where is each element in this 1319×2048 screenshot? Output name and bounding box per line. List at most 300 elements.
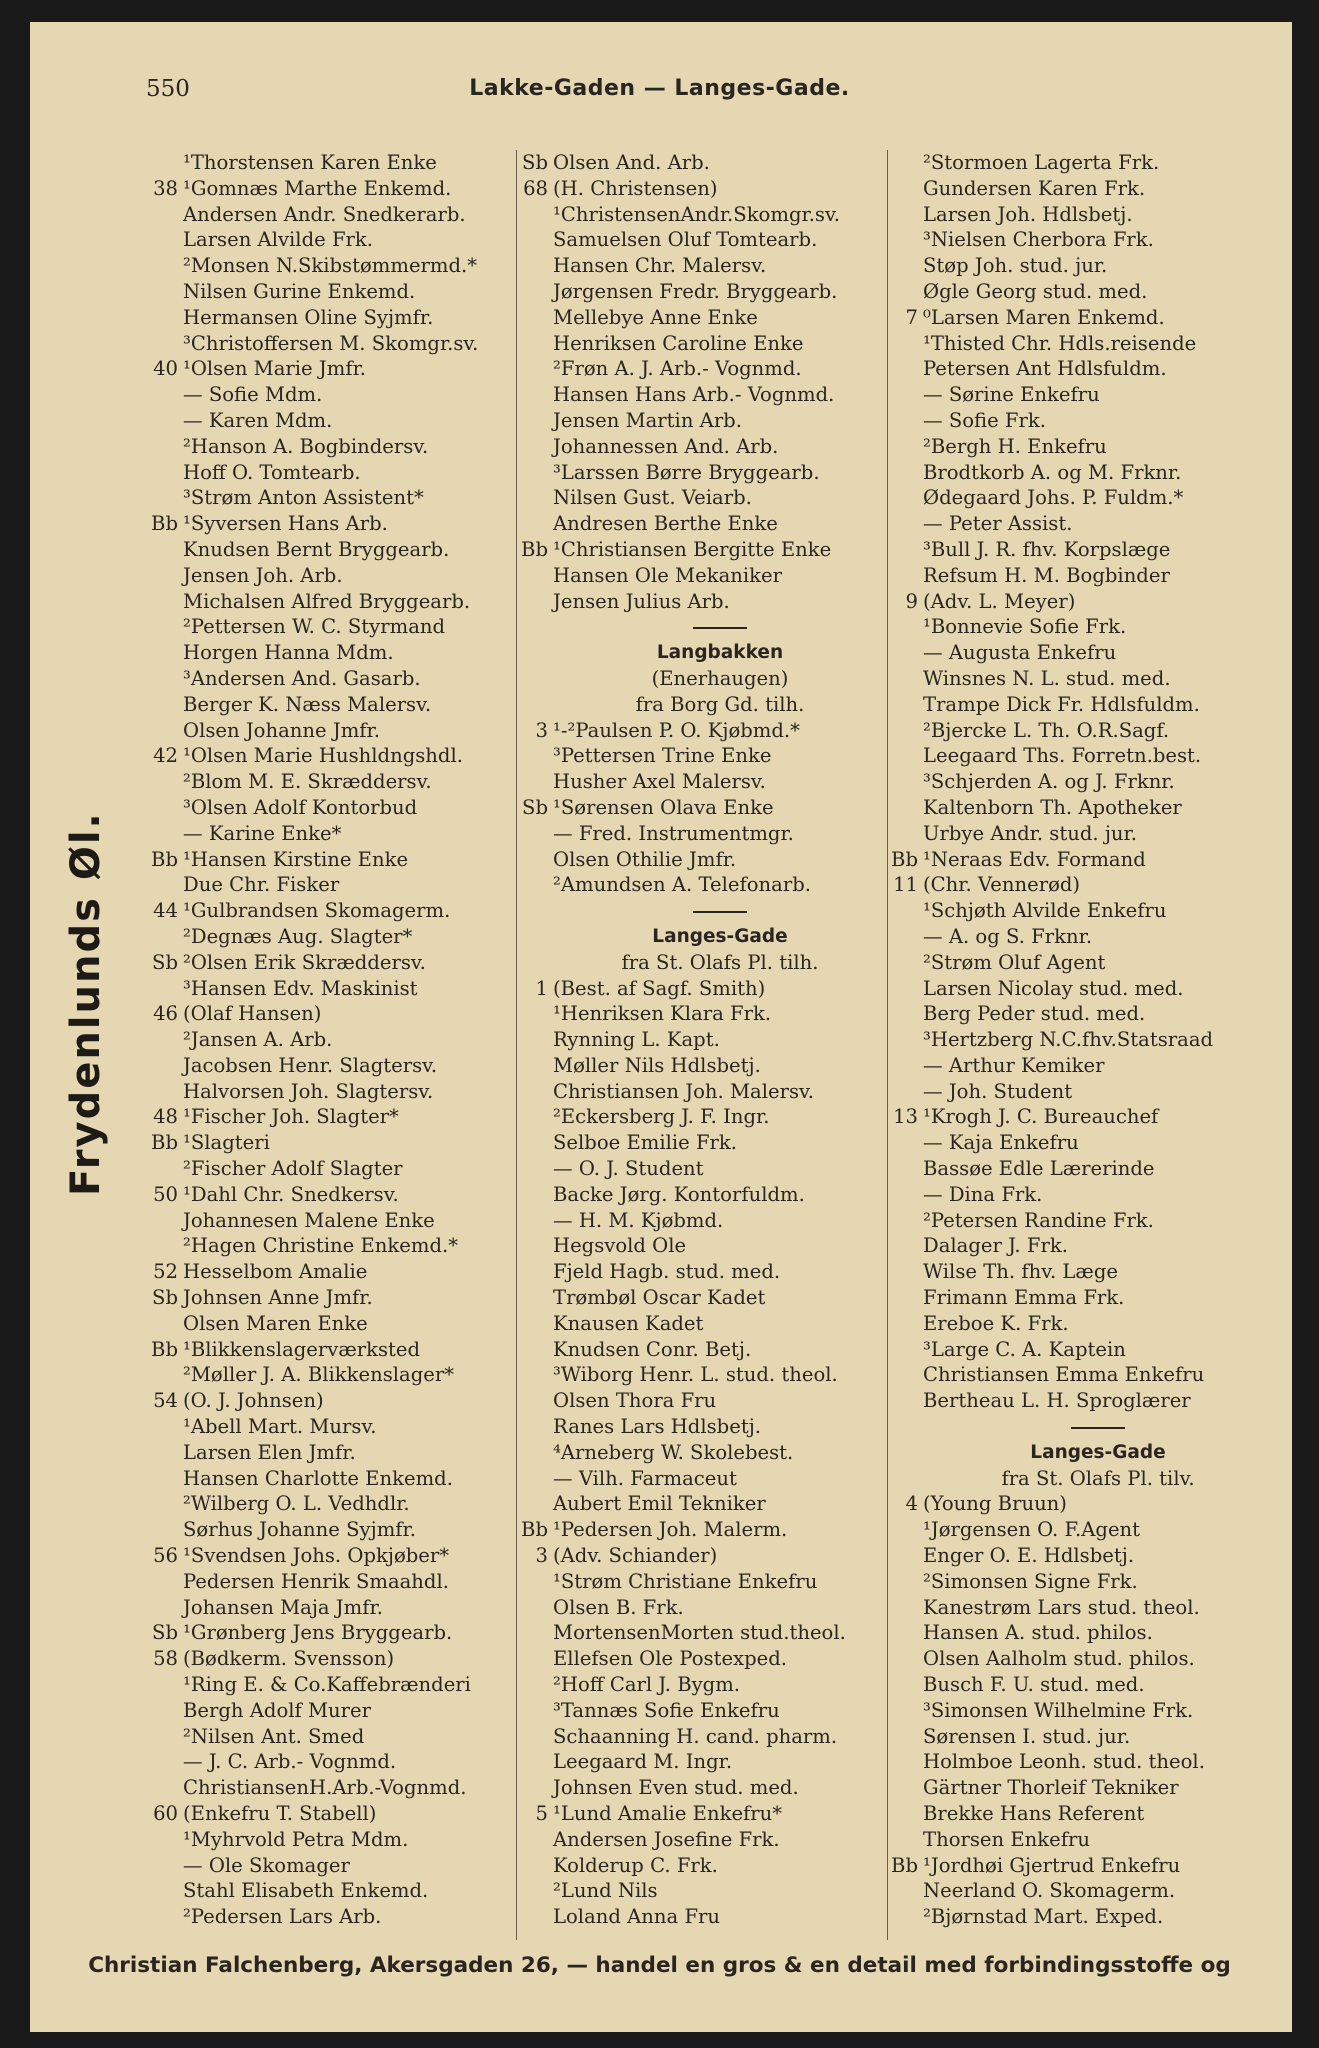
resident-text: ²Bergh H. Enkefru — [923, 434, 1107, 458]
resident-text: — J. C. Arb.- Vognmd. — [183, 1750, 397, 1774]
directory-entry — [140, 1156, 512, 1182]
resident-text: ³Pettersen Trine Enke — [553, 744, 772, 768]
house-number — [880, 950, 923, 976]
resident-text: Husher Axel Malersv. — [553, 770, 766, 794]
directory-entry — [510, 305, 886, 331]
resident-text: Due Chr. Fisker — [183, 873, 340, 897]
directory-entry — [510, 485, 886, 511]
house-number: Bb — [521, 537, 548, 561]
resident-text: Olsen And. Arb. — [553, 151, 710, 174]
house-number — [510, 1440, 553, 1466]
house-number — [510, 1156, 553, 1182]
resident-text: Olsen Johanne Jmfr. — [183, 718, 380, 742]
resident-text: Johnsen Anne Jmfr. — [183, 1286, 373, 1310]
directory-entry — [880, 950, 1272, 976]
directory-entry — [880, 279, 1272, 305]
resident-text: ³Larssen Børre Bryggearb. — [553, 460, 820, 484]
resident-text: Brodtkorb A. og M. Frknr. — [923, 460, 1182, 484]
house-number: 3 — [535, 1544, 548, 1568]
directory-entry — [140, 408, 512, 434]
house-number — [140, 1311, 183, 1337]
resident-text: — H. M. Kjøbmd. — [553, 1208, 724, 1232]
resident-text: Jensen Martin Arb. — [553, 408, 742, 432]
column-left — [140, 150, 512, 1930]
house-number — [510, 872, 553, 898]
resident-text: ²Pedersen Lars Arb. — [183, 1905, 382, 1929]
house-number — [140, 434, 183, 460]
resident-text: Thorsen Enkefru — [923, 1827, 1090, 1851]
directory-entry — [880, 1853, 1272, 1879]
house-number — [880, 1543, 923, 1569]
house-number — [140, 1079, 183, 1105]
resident-text: Samuelsen Oluf Tomtearb. — [553, 228, 818, 252]
house-number — [880, 795, 923, 821]
directory-entry — [510, 460, 886, 486]
street-heading: Langbakken — [656, 642, 784, 664]
side-advertisement: Frydenlunds Øl. — [63, 811, 109, 1196]
resident-text: Trampe Dick Fr. Hdlsfuldm. — [923, 692, 1200, 716]
street-heading: Langes-Gade — [1030, 1441, 1166, 1463]
directory-entry — [140, 1646, 512, 1672]
house-number — [880, 1156, 923, 1182]
house-number — [140, 924, 183, 950]
directory-entry — [880, 1311, 1272, 1337]
house-number: 46 — [153, 1002, 178, 1026]
house-number — [140, 408, 183, 434]
directory-entry — [140, 1491, 512, 1517]
directory-entry — [140, 589, 512, 615]
resident-text: Christiansen Joh. Malersv. — [553, 1079, 814, 1103]
house-number: Bb — [151, 1337, 178, 1361]
resident-text: Aubert Emil Tekniker — [553, 1492, 766, 1516]
house-number — [510, 1001, 553, 1027]
directory-entry — [140, 1233, 512, 1259]
directory-entry — [510, 1517, 886, 1543]
resident-text: (H. Christensen) — [553, 176, 718, 200]
resident-text: Andersen Josefine Frk. — [553, 1827, 780, 1851]
directory-entry — [140, 511, 512, 537]
directory-entry — [880, 382, 1272, 408]
directory-entry — [510, 795, 886, 821]
house-number — [510, 1337, 553, 1363]
directory-entry — [880, 537, 1272, 563]
directory-entry — [510, 1388, 886, 1414]
resident-text: Hansen Chr. Malersv. — [553, 254, 767, 278]
house-number — [880, 1337, 923, 1363]
resident-text: Bertheau L. H. Sproglærer — [923, 1389, 1191, 1413]
resident-text: ²Degnæs Aug. Slagter* — [183, 924, 413, 948]
house-number — [140, 460, 183, 486]
directory-entry — [140, 1620, 512, 1646]
directory-entry — [510, 1079, 886, 1105]
house-number: Sb — [152, 1286, 178, 1310]
resident-text: ¹Christiansen Bergitte Enke — [553, 537, 832, 561]
resident-text: ¹Neraas Edv. Formand — [923, 847, 1146, 871]
directory-entry — [140, 1104, 512, 1130]
resident-text: ³Simonsen Wilhelmine Frk. — [923, 1698, 1194, 1722]
resident-text: Ødegaard Johs. P. Fuldm.* — [923, 486, 1184, 510]
directory-entry — [510, 1233, 886, 1259]
house-number: Sb — [152, 1621, 178, 1645]
house-number — [880, 1027, 923, 1053]
directory-entry — [510, 1775, 886, 1801]
house-number — [140, 1569, 183, 1595]
directory-entry — [880, 485, 1272, 511]
directory-entry — [510, 1285, 886, 1311]
resident-text: Schaanning H. cand. pharm. — [553, 1724, 838, 1748]
resident-text: ¹Blikkenslagerværksted — [183, 1337, 421, 1361]
directory-entry — [510, 1182, 886, 1208]
directory-entry — [510, 589, 886, 615]
house-number: 54 — [153, 1389, 178, 1413]
directory-entry — [140, 1130, 512, 1156]
directory-entry — [880, 1285, 1272, 1311]
house-number: Sb — [522, 151, 548, 174]
house-number — [510, 1698, 553, 1724]
house-number: 13 — [893, 1105, 918, 1129]
directory-entry — [510, 1698, 886, 1724]
house-number — [140, 640, 183, 666]
directory-entry — [510, 872, 886, 898]
directory-entry — [140, 485, 512, 511]
directory-entry — [510, 331, 886, 357]
resident-text: ²Monsen N.Skibstømmermd.* — [183, 254, 478, 278]
directory-entry — [140, 1904, 512, 1930]
resident-text: ¹Bonnevie Sofie Frk. — [923, 615, 1127, 639]
house-number: 58 — [153, 1647, 178, 1671]
directory-entry — [880, 666, 1272, 692]
house-number — [140, 279, 183, 305]
section-rule — [510, 898, 886, 924]
street-subheading: fra St. Olafs Pl. tilh. — [621, 950, 819, 974]
house-number — [140, 150, 183, 176]
house-number — [510, 460, 553, 486]
resident-text: MortensenMorten stud.theol. — [553, 1621, 846, 1645]
resident-text: Winsnes N. L. stud. med. — [923, 666, 1171, 690]
directory-entry — [510, 847, 886, 873]
house-number — [880, 1208, 923, 1234]
directory-entry — [140, 692, 512, 718]
resident-text: ¹Henriksen Klara Frk. — [553, 1002, 772, 1026]
resident-text: Christiansen Emma Enkefru — [923, 1363, 1205, 1387]
directory-entry — [510, 382, 886, 408]
directory-entry — [140, 1801, 512, 1827]
column-right — [880, 150, 1272, 1930]
resident-text: — Vilh. Farmaceut — [553, 1466, 737, 1490]
directory-entry — [510, 202, 886, 228]
directory-entry — [880, 1569, 1272, 1595]
directory-entry — [140, 1001, 512, 1027]
house-number — [880, 563, 923, 589]
resident-text: Johnsen Even stud. med. — [553, 1776, 799, 1800]
house-number — [140, 1749, 183, 1775]
resident-text: ²Lund Nils — [553, 1879, 658, 1903]
directory-entry — [880, 356, 1272, 382]
house-number — [140, 1053, 183, 1079]
resident-text: — Ole Skomager — [183, 1853, 350, 1877]
directory-entry — [880, 331, 1272, 357]
house-number — [140, 872, 183, 898]
resident-text: ²Fischer Adolf Slagter — [183, 1157, 403, 1181]
directory-entry — [510, 1853, 886, 1879]
house-number — [880, 1053, 923, 1079]
house-number — [880, 279, 923, 305]
house-number — [880, 460, 923, 486]
directory-entry — [880, 1595, 1272, 1621]
rule-line — [1071, 1427, 1125, 1429]
resident-text: Ereboe K. Frk. — [923, 1311, 1069, 1335]
house-number — [880, 1878, 923, 1904]
resident-text: Enger O. E. Hdlsbetj. — [923, 1544, 1135, 1568]
resident-text: ²Jansen A. Arb. — [183, 1028, 333, 1052]
house-number — [880, 1775, 923, 1801]
house-number — [880, 718, 923, 744]
directory-entry — [510, 1156, 886, 1182]
directory-entry — [140, 795, 512, 821]
directory-entry — [510, 253, 886, 279]
directory-entry — [880, 563, 1272, 589]
directory-entry — [880, 1233, 1272, 1259]
resident-text: ²Stormoen Lagerta Frk. — [923, 151, 1160, 174]
directory-entry — [140, 950, 512, 976]
directory-entry — [510, 279, 886, 305]
resident-text: Sørensen I. stud. jur. — [923, 1724, 1131, 1748]
directory-entry — [510, 176, 886, 202]
directory-entry — [140, 1414, 512, 1440]
directory-entry — [140, 614, 512, 640]
resident-text: ¹Pedersen Joh. Malerm. — [553, 1518, 788, 1542]
resident-text: Kanestrøm Lars stud. theol. — [923, 1595, 1200, 1619]
house-number — [140, 589, 183, 615]
resident-text: Knudsen Bernt Bryggearb. — [183, 537, 450, 561]
resident-text: Hansen Ole Mekaniker — [553, 563, 782, 587]
resident-text: ²Nilsen Ant. Smed — [183, 1724, 365, 1748]
resident-text: Knudsen Conr. Betj. — [553, 1337, 752, 1361]
resident-text: (Olaf Hansen) — [183, 1002, 322, 1026]
resident-text: ¹Fischer Joh. Slagter* — [183, 1105, 399, 1129]
resident-text: Michalsen Alfred Bryggearb. — [183, 589, 471, 613]
resident-text: ¹Gulbrandsen Skomagerm. — [183, 899, 451, 923]
house-number — [880, 1620, 923, 1646]
directory-entry — [140, 1775, 512, 1801]
resident-text: Larsen Elen Jmfr. — [183, 1440, 356, 1464]
house-number — [510, 1595, 553, 1621]
house-number — [880, 1672, 923, 1698]
house-number: 5 — [535, 1802, 548, 1825]
house-number — [880, 1698, 923, 1724]
directory-entry — [880, 1130, 1272, 1156]
house-number: Bb — [151, 847, 178, 871]
resident-text: ¹Svendsen Johs. Opkjøber* — [183, 1544, 450, 1568]
directory-entry — [140, 1053, 512, 1079]
resident-text: ¹Myhrvold Petra Mdm. — [183, 1827, 409, 1851]
house-number — [510, 1491, 553, 1517]
house-number — [510, 1466, 553, 1492]
directory-entry — [880, 1904, 1272, 1930]
house-number: 3 — [535, 718, 548, 742]
directory-entry — [510, 1878, 886, 1904]
directory-entry — [140, 1337, 512, 1363]
directory-entry — [510, 511, 886, 537]
directory-entry — [510, 1543, 886, 1569]
directory-entry — [880, 1801, 1272, 1827]
directory-entry — [880, 408, 1272, 434]
resident-text: Olsen B. Frk. — [553, 1595, 684, 1619]
directory-entry — [140, 176, 512, 202]
house-number — [140, 666, 183, 692]
house-number — [140, 1672, 183, 1698]
house-number — [140, 1775, 183, 1801]
directory-entry — [510, 1337, 886, 1363]
resident-text: Gundersen Karen Frk. — [923, 176, 1146, 200]
directory-entry — [510, 976, 886, 1002]
house-number: 4 — [905, 1492, 918, 1516]
resident-text: Jacobsen Henr. Slagtersv. — [183, 1053, 438, 1077]
directory-entry — [140, 640, 512, 666]
resident-text: Øgle Georg stud. med. — [923, 279, 1148, 303]
directory-entry — [140, 743, 512, 769]
directory-entry — [880, 589, 1272, 615]
directory-entry — [140, 666, 512, 692]
directory-entry — [880, 872, 1272, 898]
house-number — [880, 666, 923, 692]
house-number — [880, 1079, 923, 1105]
directory-entry — [510, 1027, 886, 1053]
directory-entry — [880, 821, 1272, 847]
house-number — [880, 1595, 923, 1621]
resident-text: — Joh. Student — [923, 1079, 1073, 1103]
house-number — [140, 305, 183, 331]
house-number — [140, 795, 183, 821]
house-number: 50 — [153, 1182, 178, 1206]
directory-entry — [880, 305, 1272, 331]
house-number: 48 — [153, 1105, 178, 1129]
resident-text: Hegsvold Ole — [553, 1234, 687, 1258]
directory-entry — [140, 202, 512, 228]
resident-text: Henriksen Caroline Enke — [553, 331, 804, 355]
directory-entry — [880, 692, 1272, 718]
house-number — [140, 692, 183, 718]
resident-text: ²Olsen Erik Skræddersv. — [183, 950, 426, 974]
directory-entry — [140, 769, 512, 795]
house-number — [880, 1749, 923, 1775]
resident-text: Støp Joh. stud. jur. — [923, 254, 1108, 278]
resident-text: ³Strøm Anton Assistent* — [183, 486, 424, 510]
house-number — [880, 253, 923, 279]
resident-text: (Best. af Sagf. Smith) — [553, 976, 766, 1000]
house-number — [510, 1878, 553, 1904]
house-number — [880, 976, 923, 1002]
resident-text: ³Hansen Edv. Maskinist — [183, 976, 418, 1000]
directory-entry — [510, 1646, 886, 1672]
house-number: 68 — [523, 176, 548, 200]
resident-text: Kolderup C. Frk. — [553, 1853, 718, 1877]
resident-text: ²Hagen Christine Enkemd.* — [183, 1234, 459, 1258]
house-number — [880, 1130, 923, 1156]
directory-entry — [140, 382, 512, 408]
directory-entry — [140, 976, 512, 1002]
directory-entry — [880, 718, 1272, 744]
directory-entry — [880, 1543, 1272, 1569]
directory-entry — [880, 769, 1272, 795]
house-number — [880, 692, 923, 718]
directory-entry — [140, 924, 512, 950]
directory-entry — [140, 821, 512, 847]
resident-text: Larsen Nicolay stud. med. — [923, 976, 1184, 1000]
directory-entry — [880, 1362, 1272, 1388]
directory-entry — [510, 1259, 886, 1285]
directory-entry — [880, 1517, 1272, 1543]
house-number — [510, 1904, 553, 1930]
resident-text: ¹ChristensenAndr.Skomgr.sv. — [553, 202, 840, 226]
directory-entry — [140, 537, 512, 563]
resident-text: Rynning L. Kapt. — [553, 1028, 720, 1052]
house-number — [140, 769, 183, 795]
resident-text: ⁰Larsen Maren Enkemd. — [923, 305, 1165, 329]
directory-entry — [140, 1285, 512, 1311]
house-number: Bb — [151, 1131, 178, 1155]
resident-text: Jensen Julius Arb. — [553, 589, 730, 613]
house-number — [880, 1233, 923, 1259]
directory-entry — [880, 1182, 1272, 1208]
directory-entry — [510, 563, 886, 589]
column-middle — [510, 150, 886, 1930]
resident-text: ³Hertzberg N.C.fhv.Statsraad — [923, 1028, 1214, 1052]
directory-entry — [140, 305, 512, 331]
resident-text: ⁴Arneberg W. Skolebest. — [553, 1440, 794, 1464]
directory-entry — [880, 1775, 1272, 1801]
directory-entry — [510, 1827, 886, 1853]
house-number — [140, 1853, 183, 1879]
directory-entry — [880, 614, 1272, 640]
house-number: 7 — [905, 305, 918, 329]
directory-entry — [140, 718, 512, 744]
resident-text: ¹Hansen Kirstine Enke — [183, 847, 409, 871]
house-number — [140, 976, 183, 1002]
house-number: Bb — [891, 1853, 918, 1877]
house-number — [510, 1827, 553, 1853]
house-number — [510, 1672, 553, 1698]
directory-entry — [880, 898, 1272, 924]
house-number — [880, 1388, 923, 1414]
house-number — [510, 1130, 553, 1156]
house-number — [510, 1079, 553, 1105]
directory-entry — [880, 1156, 1272, 1182]
resident-text: ¹Dahl Chr. Snedkersv. — [183, 1182, 399, 1206]
directory-entry — [880, 1259, 1272, 1285]
house-number — [140, 227, 183, 253]
directory-entry — [140, 1749, 512, 1775]
directory-entry — [140, 1440, 512, 1466]
resident-text: Larsen Alvilde Frk. — [183, 228, 374, 252]
directory-entry — [510, 1053, 886, 1079]
directory-entry — [510, 1620, 886, 1646]
resident-text: Nilsen Gust. Veiarb. — [553, 486, 752, 510]
house-number — [510, 563, 553, 589]
resident-text: Johannesen Malene Enke — [183, 1208, 435, 1232]
house-number — [510, 1388, 553, 1414]
house-number — [140, 718, 183, 744]
house-number — [510, 253, 553, 279]
directory-entry — [510, 1801, 886, 1827]
directory-entry — [880, 640, 1272, 666]
resident-text: Nilsen Gurine Enkemd. — [183, 279, 416, 303]
street-heading: Langes-Gade — [652, 925, 788, 947]
house-number — [140, 821, 183, 847]
resident-text: Wilse Th. fhv. Læge — [923, 1260, 1118, 1284]
directory-entry — [880, 847, 1272, 873]
resident-text: Backe Jørg. Kontorfuldm. — [553, 1182, 805, 1206]
